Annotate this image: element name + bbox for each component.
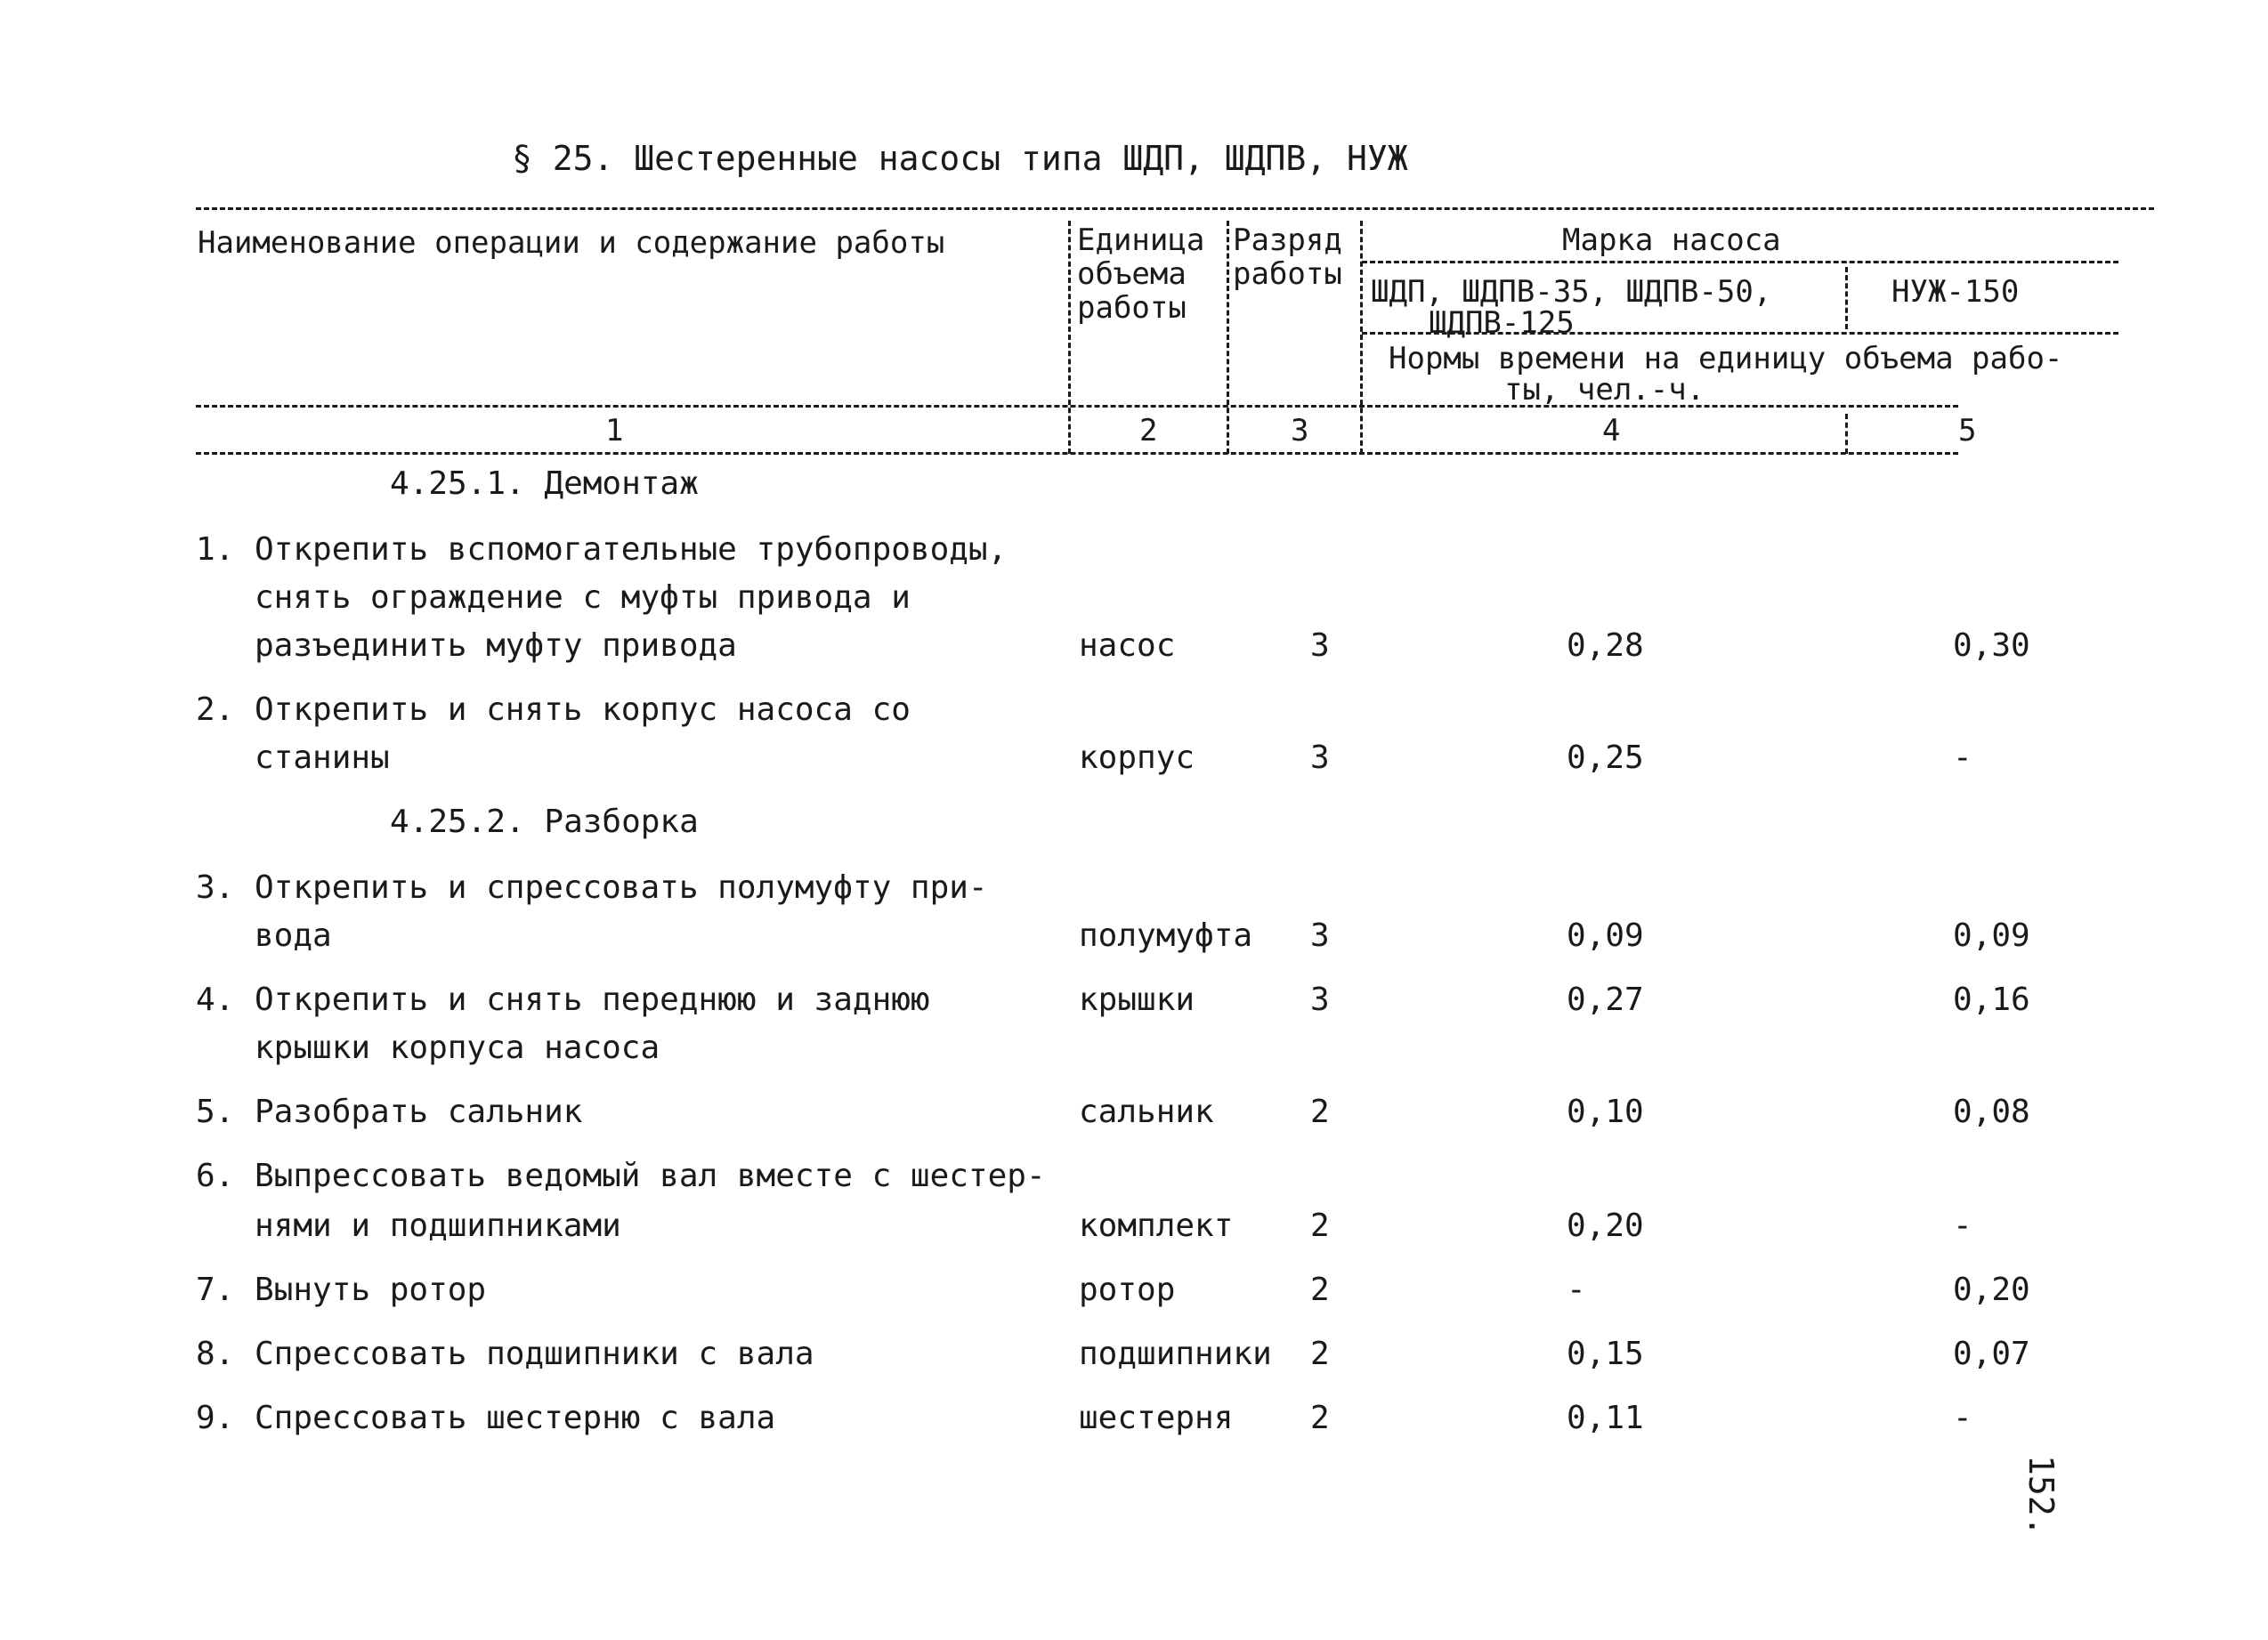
page-number: 152. xyxy=(2021,1455,2061,1537)
row-value-4: 0,09 xyxy=(1567,917,1644,954)
brand-group-header: Марка насоса xyxy=(1562,222,1781,258)
norms-header-line2: ты, чел.-ч. xyxy=(1504,372,1705,408)
row-text-line: Открепить вспомогательные трубопроводы, xyxy=(255,531,1008,568)
row-text-line: нями и подшипниками xyxy=(255,1208,621,1244)
row-grade: 2 xyxy=(1310,1208,1330,1244)
row-number: 1. xyxy=(196,531,235,568)
col-num-3: 3 xyxy=(1291,413,1309,448)
row-grade: 2 xyxy=(1310,1400,1330,1436)
row-text-line: вода xyxy=(255,917,332,954)
section-heading: 4.25.1. Демонтаж xyxy=(390,465,699,502)
col-num-5: 5 xyxy=(1958,413,1977,448)
rule-top xyxy=(196,207,2154,210)
row-grade: 3 xyxy=(1310,982,1330,1018)
row-text-line: Вынуть ротор xyxy=(255,1272,487,1308)
col3-header-line1: Разряд xyxy=(1233,222,1342,258)
col2-header-line2: объема xyxy=(1077,256,1187,292)
row-number: 7. xyxy=(196,1272,235,1308)
vline-1 xyxy=(1068,221,1071,454)
row-value-4: 0,25 xyxy=(1567,739,1644,776)
row-value-5: 0,30 xyxy=(1953,627,2030,664)
row-value-4: 0,27 xyxy=(1567,982,1644,1018)
row-unit: корпус xyxy=(1079,739,1195,776)
row-value-4: 0,28 xyxy=(1567,627,1644,664)
row-unit: полумуфта xyxy=(1079,917,1253,954)
row-unit: ротор xyxy=(1079,1272,1176,1308)
row-grade: 3 xyxy=(1310,739,1330,776)
row-unit: крышки xyxy=(1079,982,1195,1018)
row-text-line: станины xyxy=(255,739,390,776)
row-number: 8. xyxy=(196,1336,235,1372)
row-value-5: 0,16 xyxy=(1953,982,2030,1018)
row-value-4: - xyxy=(1567,1272,1586,1308)
row-number: 6. xyxy=(196,1158,235,1194)
section-heading: 4.25.2. Разборка xyxy=(390,804,699,840)
row-unit: подшипники xyxy=(1079,1336,1272,1372)
vline-4a xyxy=(1845,267,1848,329)
col2-header-line3: работы xyxy=(1077,290,1187,326)
row-grade: 3 xyxy=(1310,917,1330,954)
row-value-5: 0,07 xyxy=(1953,1336,2030,1372)
row-value-5: 0,08 xyxy=(1953,1094,2030,1130)
row-grade: 3 xyxy=(1310,627,1330,664)
row-text-line: снять ограждение с муфты привода и xyxy=(255,579,911,616)
vline-4b xyxy=(1845,414,1848,454)
row-text-line: Спрессовать шестерню с вала xyxy=(255,1400,776,1436)
col-num-4: 4 xyxy=(1602,413,1621,448)
row-grade: 2 xyxy=(1310,1272,1330,1308)
rule-brand xyxy=(1362,261,2118,263)
row-value-5: - xyxy=(1953,739,1972,776)
col3-header-line2: работы xyxy=(1233,256,1342,292)
row-value-4: 0,20 xyxy=(1567,1208,1644,1244)
col1-header: Наименование операции и содержание работы xyxy=(198,225,945,261)
brand-a-line1: ШДП, ШДПВ-35, ШДПВ-50, xyxy=(1371,274,1772,310)
row-text-line: разъединить муфту привода xyxy=(255,627,737,664)
row-number: 2. xyxy=(196,691,235,728)
row-value-4: 0,11 xyxy=(1567,1400,1644,1436)
row-text-line: Спрессовать подшипники с вала xyxy=(255,1336,814,1372)
page-title: § 25. Шестеренные насосы типа ШДП, ШДПВ, НУЖ xyxy=(512,139,1408,178)
row-number: 9. xyxy=(196,1400,235,1436)
row-text-line: Разобрать сальник xyxy=(255,1094,583,1130)
row-value-5: - xyxy=(1953,1400,1972,1436)
row-grade: 2 xyxy=(1310,1094,1330,1130)
row-unit: сальник xyxy=(1079,1094,1214,1130)
row-text-line: Открепить и спрессовать полумуфту при- xyxy=(255,869,988,906)
col2-header-line1: Единица xyxy=(1077,222,1205,258)
row-grade: 2 xyxy=(1310,1336,1330,1372)
row-value-5: 0,09 xyxy=(1953,917,2030,954)
row-unit: насос xyxy=(1079,627,1176,664)
row-number: 3. xyxy=(196,869,235,906)
row-value-5: 0,20 xyxy=(1953,1272,2030,1308)
row-number: 5. xyxy=(196,1094,235,1130)
rule-numbers-bottom xyxy=(196,452,1958,455)
row-text-line: Выпрессовать ведомый вал вместе с шестер- xyxy=(255,1158,1046,1194)
norms-header-line1: Нормы времени на единицу объема рабо- xyxy=(1389,341,2063,376)
brand-b-header: НУЖ-150 xyxy=(1891,274,2020,310)
col-num-1: 1 xyxy=(605,413,624,448)
row-value-4: 0,10 xyxy=(1567,1094,1644,1130)
vline-3 xyxy=(1360,221,1363,454)
row-text-line: Открепить и снять переднюю и заднюю xyxy=(255,982,930,1018)
vline-2 xyxy=(1227,221,1229,454)
row-number: 4. xyxy=(196,982,235,1018)
row-value-5: - xyxy=(1953,1208,1972,1244)
row-unit: комплект xyxy=(1079,1208,1234,1244)
row-text-line: крышки корпуса насоса xyxy=(255,1030,660,1066)
brand-a-line2: ШДПВ-125 xyxy=(1429,305,1575,341)
row-unit: шестерня xyxy=(1079,1400,1234,1436)
row-value-4: 0,15 xyxy=(1567,1336,1644,1372)
col-num-2: 2 xyxy=(1139,413,1158,448)
row-text-line: Открепить и снять корпус насоса со xyxy=(255,691,911,728)
